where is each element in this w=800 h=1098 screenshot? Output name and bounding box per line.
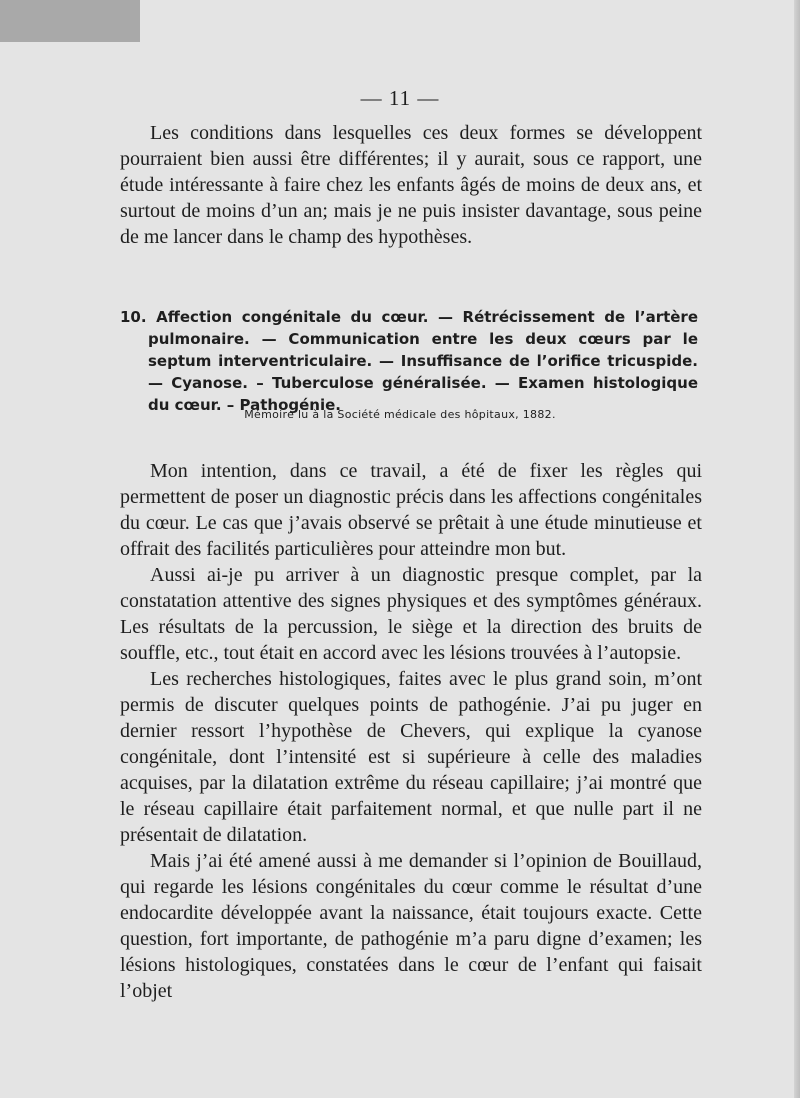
scan-corner-mark (0, 0, 140, 42)
page-edge-shadow (794, 0, 800, 1098)
body-paragraph: Mon intention, dans ce travail, a été de fixer les règles qui permettent de poser un diagnostic précis dans les affections congénitales du cœur. Le cas que j’avais observé se prêtait à une étude minutieuse et offrait des facilités particulières pour atteindre mon but. (120, 460, 702, 560)
body-paragraph: Mais j’ai été amené aussi à me demander si l’opinion de Bouillaud, qui regarde les lésions congénitales du cœur comme le résultat d’une endocardite développée avant la naissance, était toujours exacte. Cette question, fort importante, de pathogénie m’a paru digne d’examen; les lésions histologiques, constatées dans le cœur de l’enfant qui faisait l’objet (120, 850, 702, 1002)
intro-paragraph-block (120, 120, 702, 250)
body-text (120, 458, 702, 1004)
intro-paragraph: Les conditions dans lesquelles ces deux formes se développent pourraient bien aussi être différentes; il y aurait, sous ce rapport, une étude intéressante à faire chez les enfants âgés de moins de deux ans, et surtout de moins d’un an; mais je ne puis insister davantage, sous peine de me lancer dans le champ des hypothèses. (120, 122, 702, 248)
memoire-note: Mémoire lu à la Société médicale des hôpitaux, 1882. (244, 408, 556, 421)
page-number: — 11 — (360, 86, 440, 110)
body-paragraph: Aussi ai-je pu arriver à un diagnostic presque complet, par la constatation attentive des signes physiques et des symptômes généraux. Les résultats de la percussion, le siège et la direction des bruits de souffle, etc., tout était en accord avec les lésions trouvées à l’autopsie. (120, 564, 702, 664)
section-heading: 10. Affection congénitale du cœur. — Rétrécissement de l’artère pulmonaire. — Communication entre les deux cœurs par le septum interventriculaire. — Insuffisance de l’orifice tricuspide. — Cyanose. – Tuberculose généralisée. — Examen histologique du cœur. – Pathogénie. (120, 308, 698, 414)
body-paragraph: Les recherches histologiques, faites avec le plus grand soin, m’ont permis de discuter quelques points de pathogénie. J’ai pu juger en dernier ressort l’hypothèse de Chevers, qui explique la cyanose congénitale, dont l’intensité est si supérieure à celle des maladies acquises, par la dilatation extrême du réseau capillaire; j’ai montré que le réseau capillaire était parfaitement normal, et que nulle part il ne présentait de dilatation. (120, 668, 702, 846)
